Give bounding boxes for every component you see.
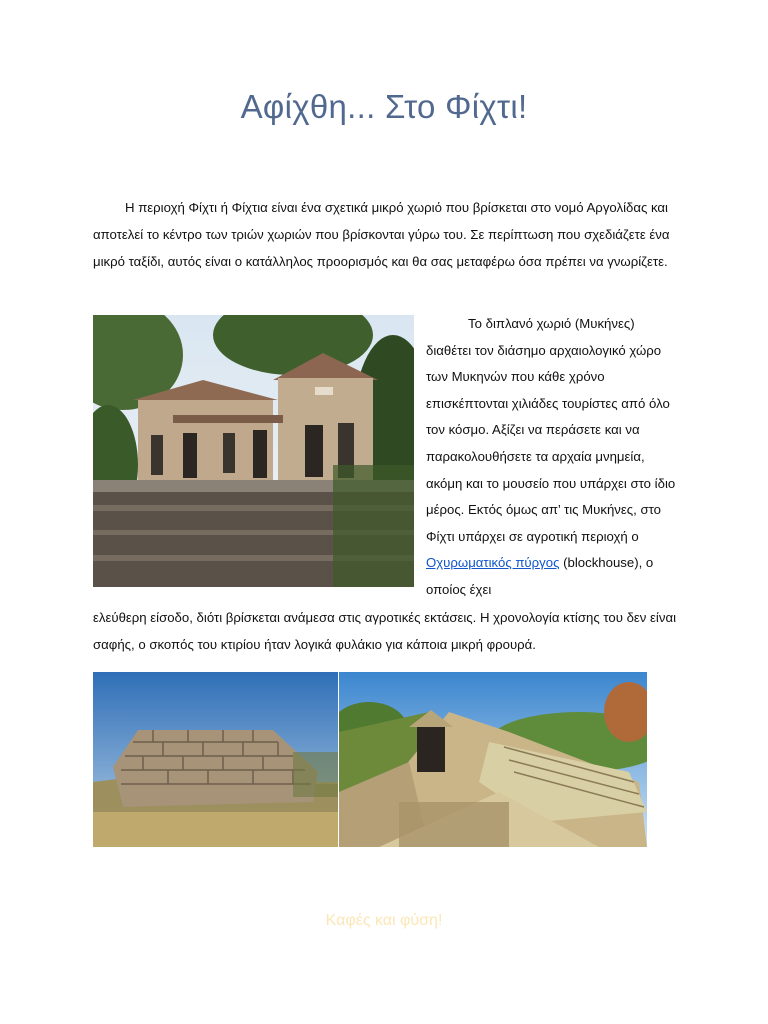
page-title: Αφίχθη... Στο Φίχτι! bbox=[240, 88, 528, 125]
mycenae-text: Το διπλανό χωριό (Μυκήνες) διαθέτει τον διάσημο αρχαιολογικό χώρο των Μυκηνών που κάθε χρόνο επισκέπτονται χιλιάδες τουρίστες από όλο τον κόσμο. Αξίζει να περάσετε και να παρακολουθήσετε τα αρχαία μνημεία, ακόμη και το μουσείο που υπάρχει στο ίδιο μέρος. Εκτός όμως απ’ τις Μυκήνες, στο Φίχτι υπάρχει σε αγροτική περιοχή ο bbox=[426, 316, 676, 544]
treasury-tomb-photo bbox=[339, 672, 647, 847]
blockhouse-text: (blockhouse), ο οποίος έχει bbox=[426, 555, 654, 597]
coffee-nature-heading: Καφές και φύση! bbox=[325, 912, 443, 929]
intro-paragraph bbox=[93, 194, 673, 275]
blockhouse-paragraph: ελεύθερη είσοδο, διότι βρίσκεται ανάμεσα στις αγροτικές εκτάσεις. Η χρονολογία κτίσης του δεν είναι σαφής, ο σκοπός του κτιρίου ήταν λογικά φυλάκιο για κάποια μικρή φρουρά. bbox=[93, 610, 676, 652]
intro-text: Η περιοχή Φίχτι ή Φίχτια είναι ένα σχετικά μικρό χωριό που βρίσκεται στο νομό Αργολίδας και αποτελεί το κέντρο των τριών χωριών που βρίσκονται γύρω του. Σε περίπτωση που σχεδιάζετε ένα μικρό ταξίδι, αυτός είναι ο κατάλληλος προορισμός και θα σας μεταφέρω όσα πρέπει να γνωρίζετε. bbox=[93, 200, 670, 269]
blockhouse-photo bbox=[93, 672, 338, 847]
blockhouse-link[interactable]: Οχυρωματικός πύργος bbox=[426, 555, 560, 571]
train-station-photo bbox=[93, 315, 414, 587]
mycenae-paragraph bbox=[426, 311, 676, 604]
